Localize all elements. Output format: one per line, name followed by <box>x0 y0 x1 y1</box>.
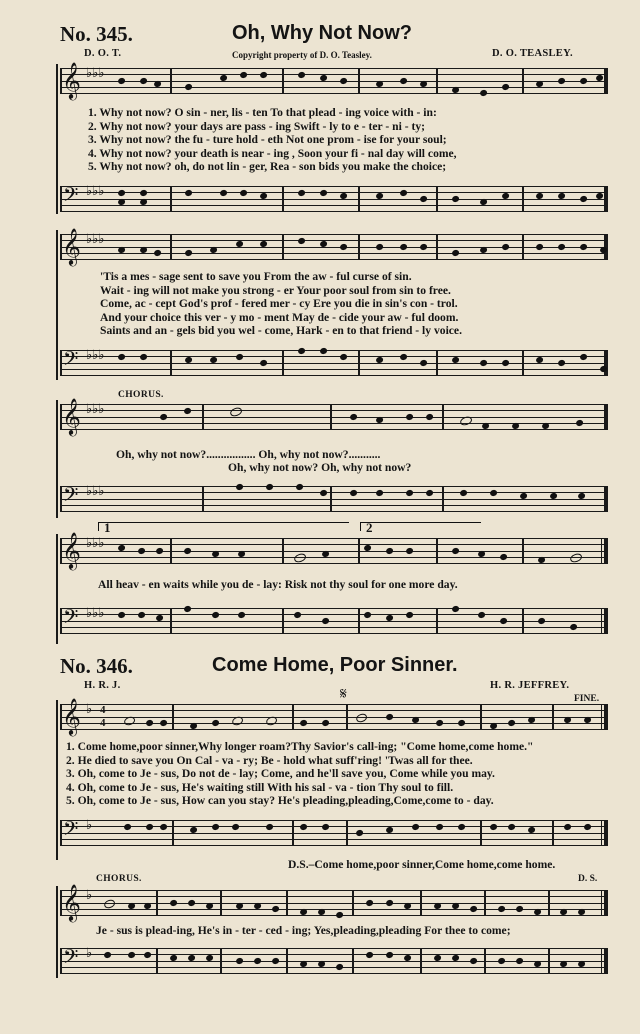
bass-clef-icon: 𝄢 <box>63 347 79 375</box>
second-ending-bracket <box>360 522 481 531</box>
system-brace <box>56 230 58 380</box>
key-signature-icon: ♭♭♭ <box>86 606 105 621</box>
key-signature-icon: ♭♭♭ <box>86 184 105 199</box>
composer: D. O. TEASLEY. <box>492 48 573 59</box>
bass-staff <box>60 347 608 376</box>
key-signature-icon: ♭♭♭ <box>86 484 105 499</box>
treble-staff <box>60 397 608 435</box>
treble-clef-icon: 𝄞 <box>62 883 81 921</box>
verse-1: 1. Why not now? O sin - ner, lis - ten To that plead - ing voice with - in: <box>88 106 437 119</box>
verse-4-cont: And your choice this ver - y mo - ment May de - cide your aw - ful doom. <box>100 310 459 324</box>
system-brace <box>56 886 58 978</box>
ds-marker: D. S. <box>578 874 598 884</box>
treble-clef-icon: 𝄞 <box>62 227 81 265</box>
final-lyrics-line: All heav - en waits while you de - lay: Risk not thy soul for one more day. <box>98 578 458 591</box>
verse-4: 4. Oh, come to Je - sus, He's waiting still With his sal - va - tion Thy soul to fill. <box>66 780 454 794</box>
hymn-title: Come Home, Poor Sinner. <box>212 654 458 676</box>
verse-lyrics <box>66 740 533 808</box>
copyright-note: Copyright property of D. O. Teasley. <box>232 50 372 60</box>
verse-1: 1. Come home,poor sinner,Why longer roam?Thy Savior's call-ing; "Come home,come home." <box>66 740 534 753</box>
chorus-lyrics-line2: Oh, why not now? Oh, why not now? <box>228 461 412 474</box>
bass-staff <box>60 183 608 212</box>
verse-3: 3. Oh, come to Je - sus, Do not de - lay; Come, and he'll save you, Come while you may. <box>66 767 495 781</box>
verse-lyrics-line1 <box>88 106 457 174</box>
key-signature-icon: ♭♭♭ <box>86 402 105 417</box>
second-ending-mark: 2 <box>366 520 373 535</box>
key-signature-icon: ♭♭♭ <box>86 536 105 551</box>
key-signature-icon: ♭♭♭ <box>86 232 105 247</box>
verse-3: 3. Why not now? the fu - ture hold - eth Not one prom - ise for your soul; <box>88 133 447 147</box>
verse-4: 4. Why not now? your death is near - ing , Soon your fi - nal day will come, <box>88 146 457 160</box>
bass-staff <box>60 605 608 634</box>
bass-staff <box>60 945 608 974</box>
key-signature-icon: ♭ <box>86 702 93 717</box>
treble-staff <box>60 61 608 99</box>
ds-lyrics-line: D.S.–Come home,poor sinner,Come home,come home. <box>288 858 556 871</box>
verse-1-cont: 'Tis a mes - sage sent to save you From the aw - ful curse of sin. <box>100 270 412 283</box>
bass-clef-icon: 𝄢 <box>63 605 79 633</box>
chorus-lyrics-line: Je - sus is plead-ing, He's in - ter - ced - ing; Yes,pleading,pleading For thee to come; <box>96 924 511 937</box>
bass-clef-icon: 𝄢 <box>63 817 79 845</box>
composer: H. R. JEFFREY. <box>490 680 570 691</box>
system-brace <box>56 400 58 518</box>
key-signature-icon: ♭♭♭ <box>86 348 105 363</box>
verse-2: 2. Why not now? your days are pass - ing Swift - ly to e - ter - ni - ty; <box>88 119 425 133</box>
bass-clef-icon: 𝄢 <box>63 945 79 973</box>
lyricist: D. O. T. <box>84 48 122 59</box>
chorus-label: CHORUS. <box>118 390 164 400</box>
key-signature-icon: ♭ <box>86 946 93 961</box>
treble-clef-icon: 𝄞 <box>62 397 81 435</box>
chorus-lyrics-line1: Oh, why not now?................. Oh, why not now?........... <box>116 448 381 461</box>
verse-3-cont: Come, ac - cept God's prof - fered mer - cy Ere you die in sin's con - trol. <box>100 297 458 311</box>
verse-2-cont: Wait - ing will not make you strong - er Your poor soul from sin to free. <box>100 283 451 297</box>
treble-staff <box>60 227 608 265</box>
fine-marker: FINE. <box>574 694 600 704</box>
system-brace <box>56 64 58 214</box>
hymn-number: No. 345. <box>60 22 133 46</box>
treble-clef-icon: 𝄞 <box>62 697 81 735</box>
verse-5: 5. Why not now? oh, do not lin - ger, Rea - son bids you make the choice; <box>88 160 447 174</box>
bass-staff <box>60 483 608 512</box>
verse-lyrics-line2 <box>100 270 462 338</box>
key-signature-icon: ♭♭♭ <box>86 66 105 81</box>
time-signature: 4 4 <box>100 704 106 729</box>
treble-staff <box>60 883 608 921</box>
treble-clef-icon: 𝄞 <box>62 61 81 99</box>
verse-5: 5. Oh, come to Je - sus, How can you stay? He's pleading,pleading,Come,come to - day. <box>66 794 494 808</box>
hymn-number: No. 346. <box>60 654 133 678</box>
first-ending-mark: 1 <box>104 520 111 535</box>
key-signature-icon: ♭ <box>86 888 93 903</box>
treble-staff <box>60 531 608 569</box>
lyricist: H. R. J. <box>84 680 121 691</box>
bass-clef-icon: 𝄢 <box>63 483 79 511</box>
bass-clef-icon: 𝄢 <box>63 183 79 211</box>
verse-2: 2. He died to save you On Cal - va - ry; Be - hold what suff'ring! 'Twas all for thee. <box>66 753 473 767</box>
key-signature-icon: ♭ <box>86 818 93 833</box>
bass-staff <box>60 817 608 846</box>
first-ending-bracket <box>98 522 349 531</box>
verse-5-cont: Saints and an - gels bid you wel - come, Hark - en to that friend - ly voice. <box>100 324 462 338</box>
system-brace <box>56 534 58 644</box>
hymn-title: Oh, Why Not Now? <box>232 22 412 44</box>
treble-clef-icon: 𝄞 <box>62 531 81 569</box>
segno-icon: 𝄋 <box>340 684 347 703</box>
system-brace <box>56 700 58 860</box>
chorus-label: CHORUS. <box>96 874 142 884</box>
